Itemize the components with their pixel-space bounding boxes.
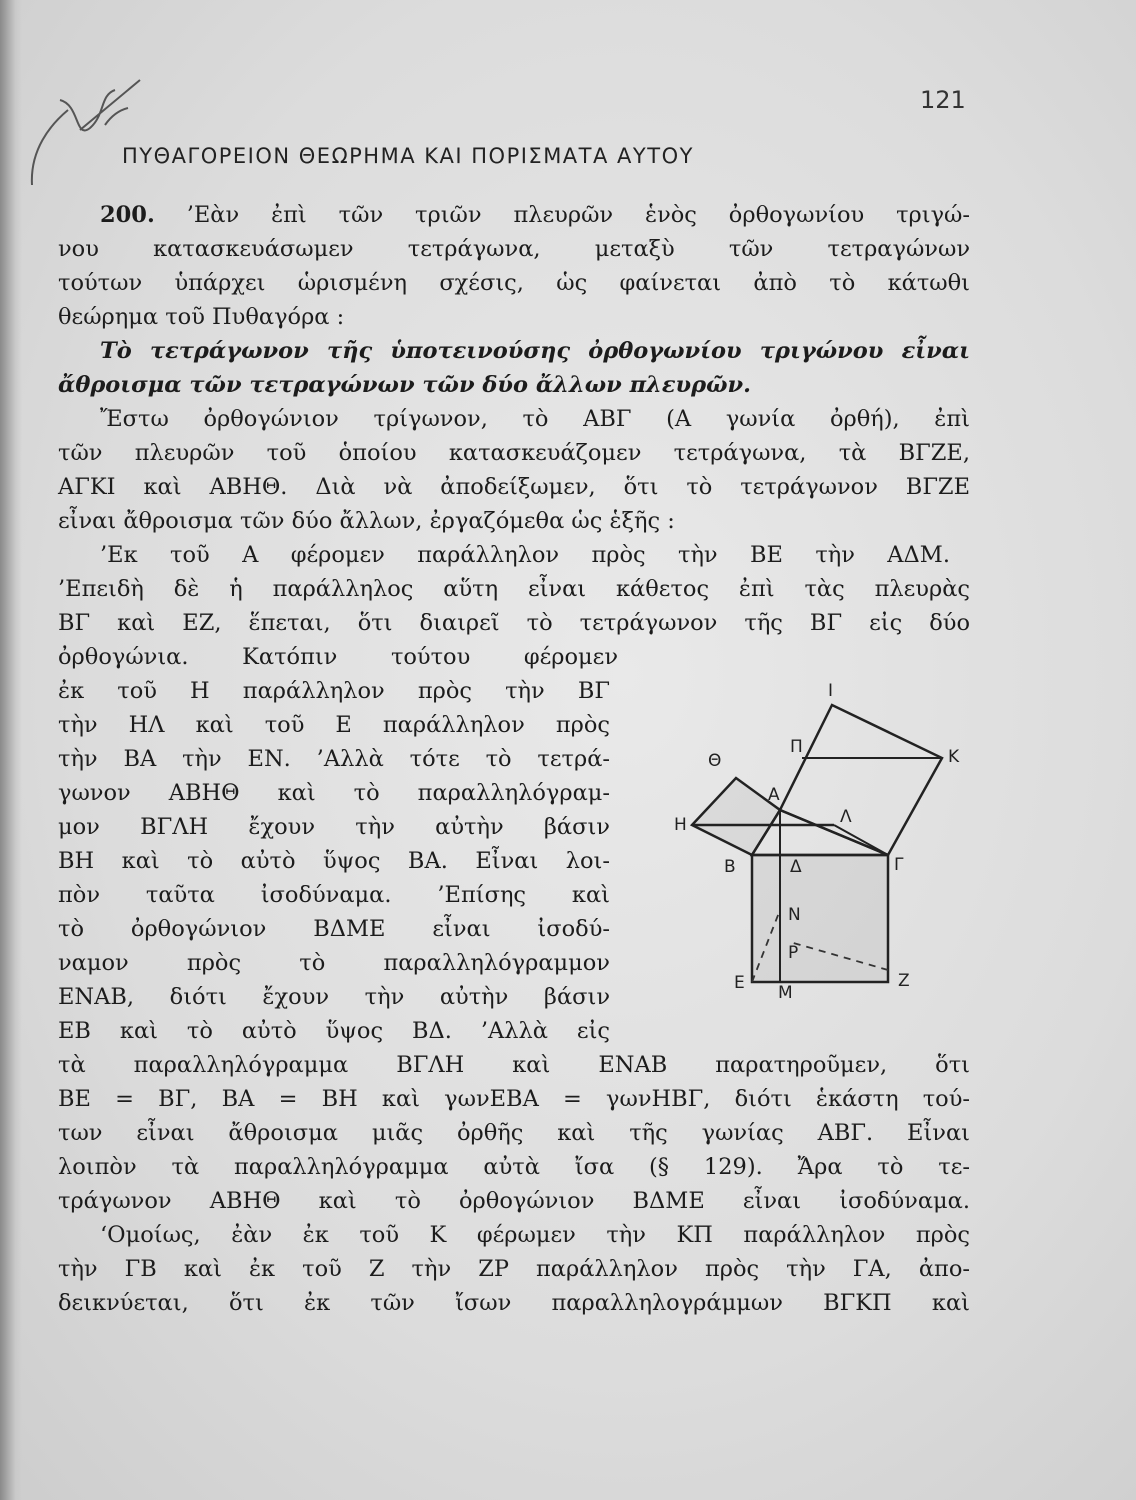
label-n: Ν bbox=[788, 905, 801, 925]
paragraph-line: των εἶναι ἄθροισμα μιᾶς ὀρθῆς καὶ τῆς γωνίας ΑΒΓ. Εἶναι bbox=[58, 1120, 970, 1146]
label-m: Μ bbox=[778, 983, 793, 1000]
paragraph-line bbox=[100, 204, 970, 227]
paragraph-line: τὰ παραλληλόγραμμα ΒΓΛΗ καὶ ΕΝΑΒ παρατηροῦμεν, ὅτι bbox=[58, 1052, 970, 1078]
paragraph-line: ΒΗ καὶ τὸ αὐτὸ ὕψος ΒΑ. Εἶναι λοι- bbox=[58, 848, 610, 874]
paragraph-line: γωνον ΑΒΗΘ καὶ τὸ παραλληλόγραμ- bbox=[58, 780, 610, 806]
pythagorean-figure bbox=[660, 670, 980, 1000]
paragraph-line: εἶναι ἄθροισμα τῶν δύο ἄλλων, ἐργαζόμεθα ὡς ἑξῆς : bbox=[58, 508, 675, 534]
paragraph-line: δεικνύεται, ὅτι ἐκ τῶν ἴσων παραλληλογράμμων ΒΓΚΠ καὶ bbox=[58, 1290, 970, 1316]
paragraph-line: ‘Ομοίως, ἐὰν ἐκ τοῦ Κ φέρωμεν τὴν ΚΠ παράλληλον πρὸς bbox=[100, 1222, 970, 1248]
paragraph-line: πὸν ταῦτα ἰσοδύναμα. ’Επίσης καὶ bbox=[58, 882, 610, 908]
section-number: 200. bbox=[100, 202, 155, 228]
theorem-statement-line: ἄθροισμα τῶν τετραγώνων τῶν δύο ἄλλων πλευρῶν. bbox=[58, 372, 751, 398]
theorem-statement-line: Τὸ τετράγωνον τῆς ὑποτεινούσης ὀρθογωνίου τριγώνου εἶναι bbox=[100, 338, 970, 364]
square-agki bbox=[780, 705, 942, 855]
paragraph-line: ὀρθογώνια. Κατόπιν τούτου φέρομεν bbox=[58, 644, 618, 670]
chapter-title: ΠΥΘΑΓΟΡΕΙΟΝ ΘΕΩΡΗΜΑ ΚΑΙ ΠΟΡΙΣΜΑΤΑ ΑΥΤΟΥ bbox=[122, 144, 694, 168]
label-e: Ε bbox=[734, 973, 745, 993]
paragraph-line: Ἔστω ὀρθογώνιον τρίγωνον, τὸ ΑΒΓ (Α γωνία ὀρθή), ἐπὶ bbox=[100, 406, 970, 432]
label-k: Κ bbox=[948, 747, 960, 767]
label-h: Η bbox=[674, 815, 687, 835]
paragraph-line: ΒΕ = ΒΓ, ΒΑ = ΒΗ καὶ γωνΕΒΑ = γωνΗΒΓ, διότι ἑκάστη τού- bbox=[58, 1086, 970, 1112]
paragraph-line: θεώρημα τοῦ Πυθαγόρα : bbox=[58, 304, 345, 330]
label-lambda: Λ bbox=[840, 807, 852, 827]
paragraph-line: ΕΝΑΒ, διότι ἔχουν τὴν αὐτὴν βάσιν bbox=[58, 984, 610, 1010]
paragraph-line: ἐκ τοῦ Η παράλληλον πρὸς τὴν ΒΓ bbox=[58, 678, 610, 704]
paragraph-line: ΕΒ καὶ τὸ αὐτὸ ὕψος ΒΔ. ’Αλλὰ εἰς bbox=[58, 1018, 610, 1044]
paragraph-line: ΑΓΚΙ καὶ ΑΒΗΘ. Διὰ νὰ ἀποδείξωμεν, ὅτι τὸ τετράγωνον ΒΓΖΕ bbox=[58, 474, 970, 500]
label-theta: Θ bbox=[708, 751, 722, 771]
paragraph-line: ναμον πρὸς τὸ παραλληλόγραμμον bbox=[58, 950, 610, 976]
paragraph-line: ’Επειδὴ δὲ ἡ παράλληλος αὕτη εἶναι κάθετος ἐπὶ τὰς πλευρὰς bbox=[58, 576, 970, 602]
square-bgze bbox=[752, 855, 888, 982]
label-a: Α bbox=[768, 785, 780, 805]
line-lg bbox=[834, 825, 888, 855]
page-spine-shadow bbox=[0, 0, 22, 1500]
label-pi: Π bbox=[790, 737, 803, 757]
paragraph-line: τούτων ὑπάρχει ὡρισμένη σχέσις, ὡς φαίνεται ἀπὸ τὸ κάτωθι bbox=[58, 270, 970, 296]
label-rho: Ρ bbox=[788, 943, 799, 963]
label-i: Ι bbox=[828, 681, 834, 701]
paragraph-line: ’Εκ τοῦ Α φέρομεν παράλληλον πρὸς τὴν ΒΕ τὴν ΑΔΜ. bbox=[100, 542, 950, 568]
line-text: ’Εὰν ἐπὶ τῶν τριῶν πλευρῶν ἑνὸς ὀρθογωνίου τριγώ- bbox=[186, 202, 970, 228]
paragraph-line: τὴν ΓΒ καὶ ἐκ τοῦ Ζ τὴν ΖΡ παράλληλον πρὸς τὴν ΓΑ, ἀπο- bbox=[58, 1256, 970, 1282]
paragraph-line: νου κατασκευάσωμεν τετράγωνα, μεταξὺ τῶν τετραγώνων bbox=[58, 236, 970, 262]
label-delta: Δ bbox=[790, 857, 802, 877]
paragraph-line: τὸ ὀρθογώνιον ΒΔΜΕ εἶναι ἰσοδύ- bbox=[58, 916, 610, 942]
handwritten-mark bbox=[20, 70, 160, 200]
paragraph-line: τὴν ΒΑ τὴν ΕΝ. ’Αλλὰ τότε τὸ τετρά- bbox=[58, 746, 610, 772]
square-abhth bbox=[692, 778, 780, 855]
paragraph-line: μον ΒΓΛΗ ἔχουν τὴν αὐτὴν βάσιν bbox=[58, 814, 610, 840]
label-b: Β bbox=[724, 857, 736, 877]
label-z: Ζ bbox=[898, 971, 910, 991]
paragraph-line: τῶν πλευρῶν τοῦ ὁποίου κατασκευάζομεν τετράγωνα, τὰ ΒΓΖΕ, bbox=[58, 440, 970, 466]
paragraph-line: τράγωνον ΑΒΗΘ καὶ τὸ ὀρθογώνιον ΒΔΜΕ εἶναι ἰσοδύναμα. bbox=[58, 1188, 970, 1214]
paragraph-line: λοιπὸν τὰ παραλληλόγραμμα αὐτὰ ἴσα (§ 129). Ἄρα τὸ τε- bbox=[58, 1154, 970, 1180]
paragraph-line: ΒΓ καὶ ΕΖ, ἕπεται, ὅτι διαιρεῖ τὸ τετράγωνον τῆς ΒΓ εἰς δύο bbox=[58, 610, 970, 636]
label-gamma: Γ bbox=[894, 855, 904, 875]
page-number: 121 bbox=[920, 86, 966, 114]
paragraph-line: τὴν ΗΛ καὶ τοῦ Ε παράλληλον πρὸς bbox=[58, 712, 610, 738]
